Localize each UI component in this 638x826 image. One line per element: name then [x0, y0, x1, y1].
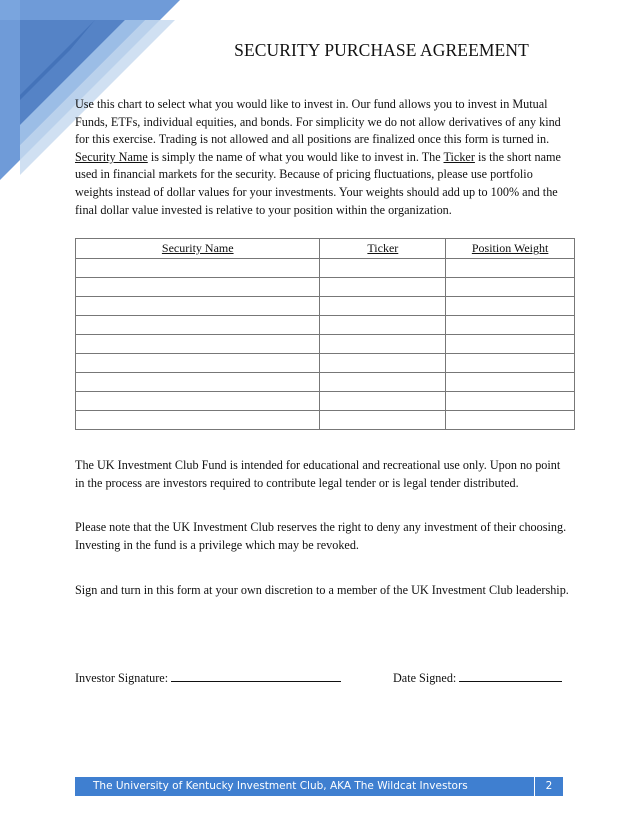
position-weight-cell[interactable] [446, 259, 575, 278]
investor-signature-label: Investor Signature: [75, 671, 172, 685]
position-weight-cell[interactable] [446, 392, 575, 411]
ticker-cell[interactable] [320, 335, 446, 354]
position-weight-cell[interactable] [446, 297, 575, 316]
intro-paragraph [75, 96, 565, 219]
security-name-cell[interactable] [76, 278, 320, 297]
table-row [76, 335, 575, 354]
security-name-cell[interactable] [76, 392, 320, 411]
position-weight-cell[interactable] [446, 278, 575, 297]
footer-text: The University of Kentucky Investment Club, AKA The Wildcat Investors [93, 780, 468, 792]
instructions-paragraph: Sign and turn in this form at your own discretion to a member of the UK Investment Club leadership. [75, 583, 569, 597]
table-row [76, 411, 575, 430]
header-ticker: Ticker [320, 239, 446, 259]
ticker-cell[interactable] [320, 278, 446, 297]
term-ticker: Ticker [443, 149, 475, 164]
date-signed-label: Date Signed: [393, 671, 460, 685]
table-row [76, 278, 575, 297]
page-footer [75, 777, 563, 796]
intro-text-3: is the short name used in financial markets for the security. Because of pricing fluctuations, please use portfolio weights instead of dollar values for your investments. Your weights should add up to 100% and the final dollar value invested is relative to your position within the organization. [75, 149, 561, 217]
position-weight-cell[interactable] [446, 335, 575, 354]
security-name-cell[interactable] [76, 316, 320, 335]
position-weight-cell[interactable] [446, 354, 575, 373]
ticker-cell[interactable] [320, 392, 446, 411]
table-row [76, 316, 575, 335]
page-number: 2 [534, 777, 563, 796]
term-security-name: Security Name [75, 149, 148, 164]
disclaimer-paragraph: The UK Investment Club Fund is intended for educational and recreational use only. Upon no point in the process are investors required to contribute legal tender or is legal tender distributed. [75, 458, 561, 490]
security-table [75, 238, 575, 430]
security-name-cell[interactable] [76, 259, 320, 278]
signature-line [75, 670, 570, 686]
header-position-weight: Position Weight [446, 239, 575, 259]
security-name-cell[interactable] [76, 335, 320, 354]
table-header-row [76, 239, 575, 259]
security-name-cell[interactable] [76, 411, 320, 430]
position-weight-cell[interactable] [446, 411, 575, 430]
investor-signature-field[interactable] [171, 670, 341, 682]
security-name-cell[interactable] [76, 297, 320, 316]
header-security-name: Security Name [76, 239, 320, 259]
ticker-cell[interactable] [320, 411, 446, 430]
ticker-cell[interactable] [320, 297, 446, 316]
table-row [76, 392, 575, 411]
table-row [76, 354, 575, 373]
notice-paragraph: Please note that the UK Investment Club reserves the right to deny any investment of their choosing. Investing in the fund is a privilege which may be revoked. [75, 520, 567, 552]
position-weight-cell[interactable] [446, 316, 575, 335]
intro-text-2: is simply the name of what you would like to invest in. The [147, 149, 444, 164]
intro-text-1: Use this chart to select what you would like to invest in. Our fund allows you to invest in Mutual Funds, ETFs, individual equities, and bonds. For simplicity we do not allow derivatives of any kind for this exercise. Trading is not allowed and all positions are finalized once this form is turned in. [75, 97, 561, 147]
date-signed-field[interactable] [459, 670, 562, 682]
security-name-cell[interactable] [76, 373, 320, 392]
page-title: SECURITY PURCHASE AGREEMENT [234, 40, 529, 60]
table-row [76, 373, 575, 392]
ticker-cell[interactable] [320, 316, 446, 335]
position-weight-cell[interactable] [446, 373, 575, 392]
ticker-cell[interactable] [320, 259, 446, 278]
ticker-cell[interactable] [320, 373, 446, 392]
security-name-cell[interactable] [76, 354, 320, 373]
table-row [76, 297, 575, 316]
table-row [76, 259, 575, 278]
ticker-cell[interactable] [320, 354, 446, 373]
